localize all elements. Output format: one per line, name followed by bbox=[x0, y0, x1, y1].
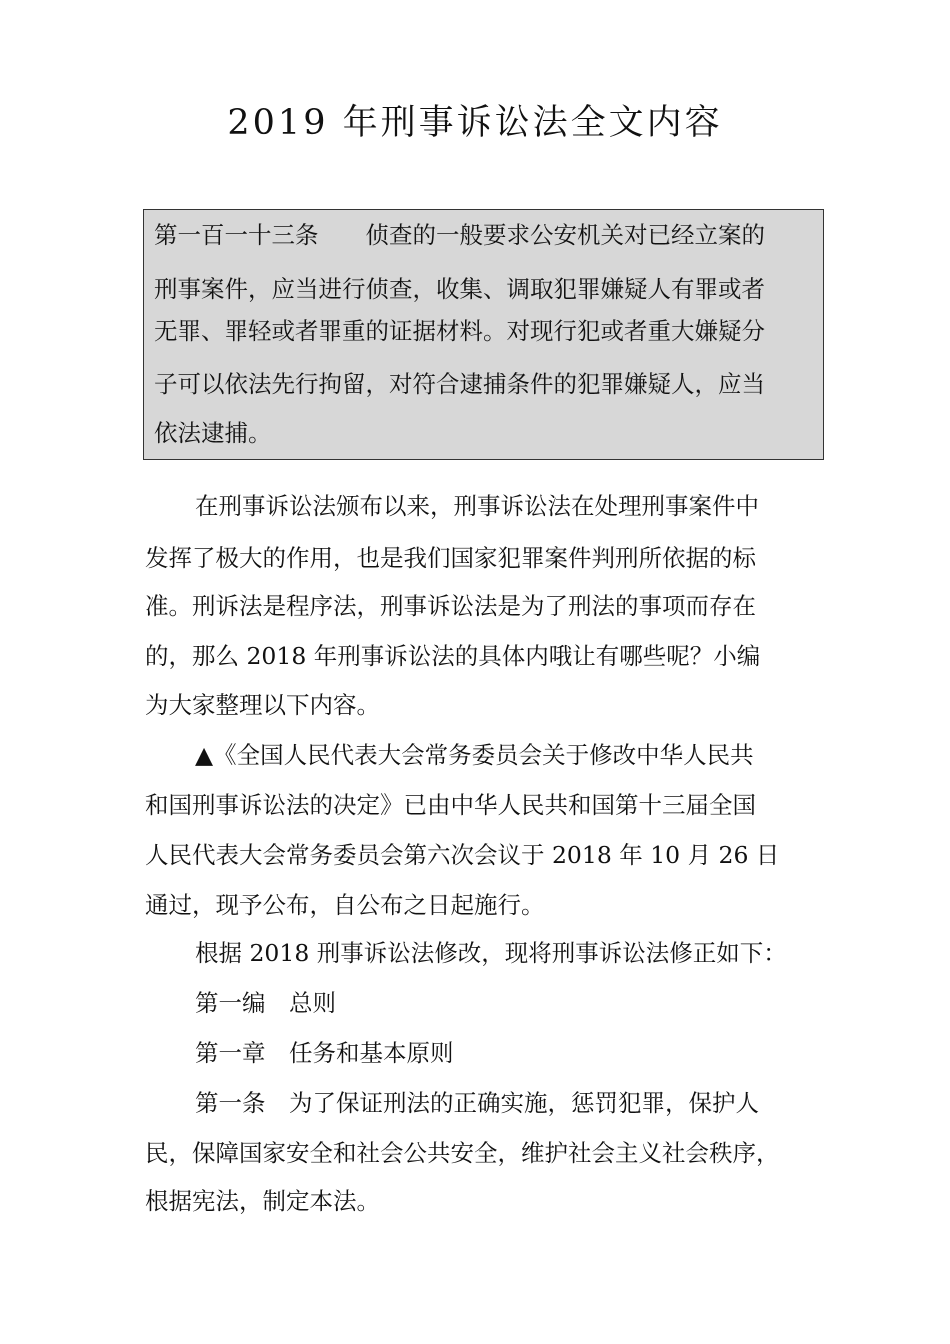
paragraph-line: 通过，现予公布，自公布之日起施行。 bbox=[145, 891, 545, 919]
paragraph-line: 在刑事诉讼法颁布以来，刑事诉讼法在处理刑事案件中 bbox=[195, 492, 759, 520]
chapter-heading: 第一章 任务和基本原则 bbox=[195, 1039, 454, 1067]
highlight-line: 子可以依法先行拘留，对符合逮捕条件的犯罪嫌疑人，应当 bbox=[154, 370, 765, 398]
highlight-line: 依法逮捕。 bbox=[154, 419, 272, 447]
highlight-box bbox=[143, 209, 824, 460]
section-heading: 第一编 总则 bbox=[195, 989, 336, 1017]
highlight-line: 刑事案件，应当进行侦查，收集、调取犯罪嫌疑人有罪或者 bbox=[154, 275, 765, 303]
highlight-line: 第一百一十三条 侦查的一般要求公安机关对已经立案的 bbox=[154, 221, 765, 249]
paragraph-line: 人民代表大会常务委员会第六次会议于 2018 年 10 月 26 日 bbox=[145, 841, 780, 869]
paragraph-line: 发挥了极大的作用，也是我们国家犯罪案件判刑所依据的标 bbox=[145, 544, 756, 572]
paragraph-line: 的，那么 2018 年刑事诉讼法的具体内哦让有哪些呢？小编 bbox=[145, 642, 761, 670]
paragraph-line: 和国刑事诉讼法的决定》已由中华人民共和国第十三届全国 bbox=[145, 791, 756, 819]
paragraph-line: 为大家整理以下内容。 bbox=[145, 691, 380, 719]
paragraph-line: 民，保障国家安全和社会公共安全，维护社会主义社会秩序， bbox=[145, 1139, 780, 1167]
document-title: 2019 年刑事诉讼法全文内容 bbox=[227, 103, 723, 143]
paragraph-line: 根据宪法，制定本法。 bbox=[145, 1187, 380, 1215]
paragraph-line: 准。刑诉法是程序法，刑事诉讼法是为了刑法的事项而存在 bbox=[145, 592, 756, 620]
paragraph-line: 根据 2018 刑事诉讼法修改，现将刑事诉讼法修正如下： bbox=[195, 939, 787, 967]
paragraph-line: ▲《全国人民代表大会常务委员会关于修改中华人民共 bbox=[195, 741, 754, 769]
paragraph-line: 第一条 为了保证刑法的正确实施，惩罚犯罪，保护人 bbox=[195, 1089, 759, 1117]
highlight-line: 无罪、罪轻或者罪重的证据材料。对现行犯或者重大嫌疑分 bbox=[154, 317, 765, 345]
